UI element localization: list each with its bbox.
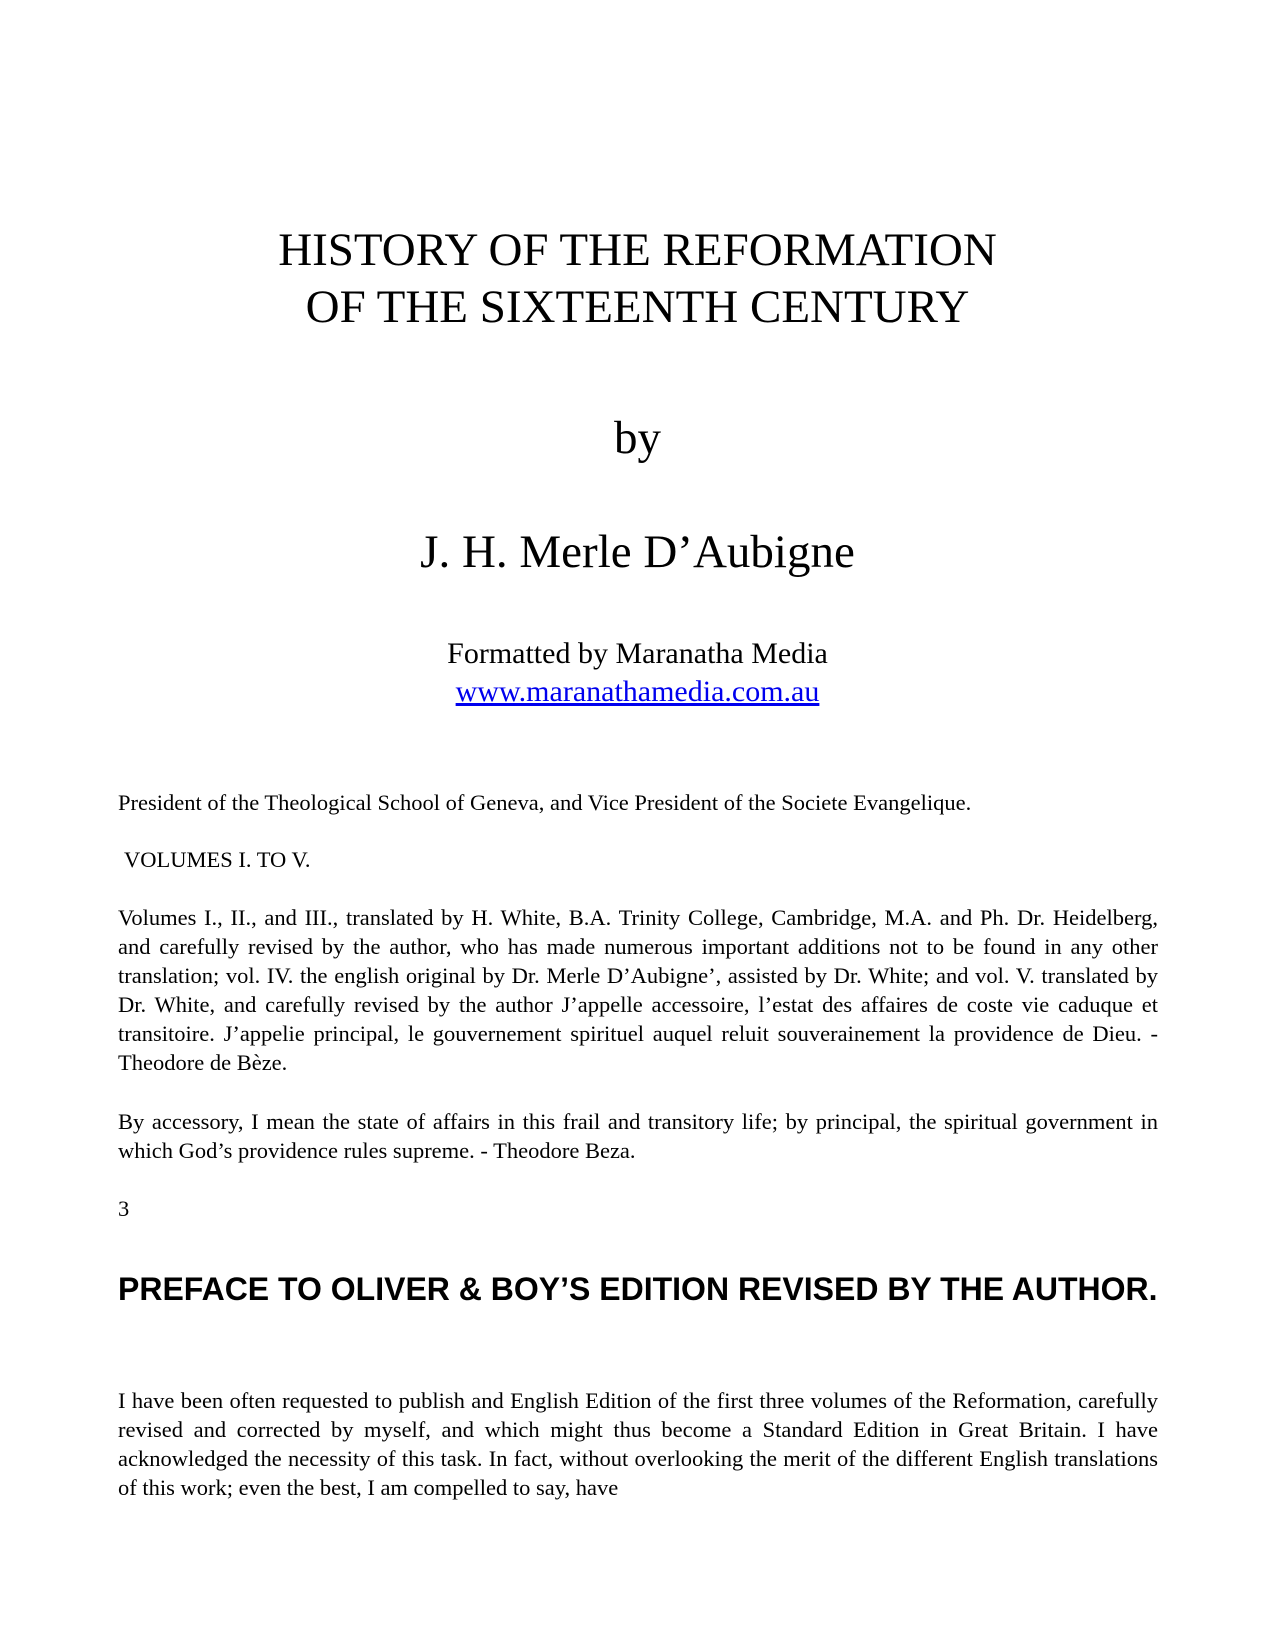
- formatted-by-text: Formatted by Maranatha Media: [447, 637, 828, 670]
- title-line-1: HISTORY OF THE REFORMATION: [278, 224, 997, 276]
- volumes-paragraph: VOLUMES I. TO V.: [124, 847, 311, 872]
- website-line: [0, 674, 1275, 710]
- translation-paragraph: Volumes I., II., and III., translated by H. White, B.A. Trinity College, Cambridge, M.A. and Ph. Dr. Heidelberg, and carefully revised by the author, who has made numerous important additions not to be found in any other translation; vol. IV. the english original by Dr. Merle D’Aubigne’, assisted by Dr. White; and vol. V. translated by Dr. White, and carefully revised by the author J’appelle accessoire, l’estat des affaires de coste vie caduque et transitoire. J’appelie principal, le gouvernement spirituel auquel reluit souverainement la providence de Dieu. - Theodore de Bèze.: [118, 905, 1158, 1075]
- book-title: [0, 222, 1275, 336]
- president-paragraph: President of the Theological School of Geneva, and Vice President of the Societe Evangelique.: [118, 790, 972, 815]
- accessory-paragraph: By accessory, I mean the state of affairs in this frail and transitory life; by principal, the spiritual government in which God’s providence rules supreme. - Theodore Beza.: [118, 1109, 1158, 1163]
- author-name: J. H. Merle D’Aubigne: [420, 526, 855, 578]
- preface-heading: PREFACE TO OLIVER & BOY’S EDITION REVISED BY THE AUTHOR.: [118, 1271, 1158, 1307]
- website-link[interactable]: www.maranathamedia.com.au: [455, 675, 820, 708]
- title-line-2: OF THE SIXTEENTH CENTURY: [305, 281, 970, 333]
- by-text: by: [614, 412, 661, 464]
- page-number: 3: [118, 1196, 130, 1221]
- preface-paragraph: I have been often requested to publish and English Edition of the first three volumes of the Reformation, carefully revised and corrected by myself, and which might thus become a Standard Edition in Great Britain. I have acknowledged the necessity of this task. In fact, without overlooking the merit of the different English translations of this work; even the best, I am compelled to say, have: [118, 1388, 1158, 1500]
